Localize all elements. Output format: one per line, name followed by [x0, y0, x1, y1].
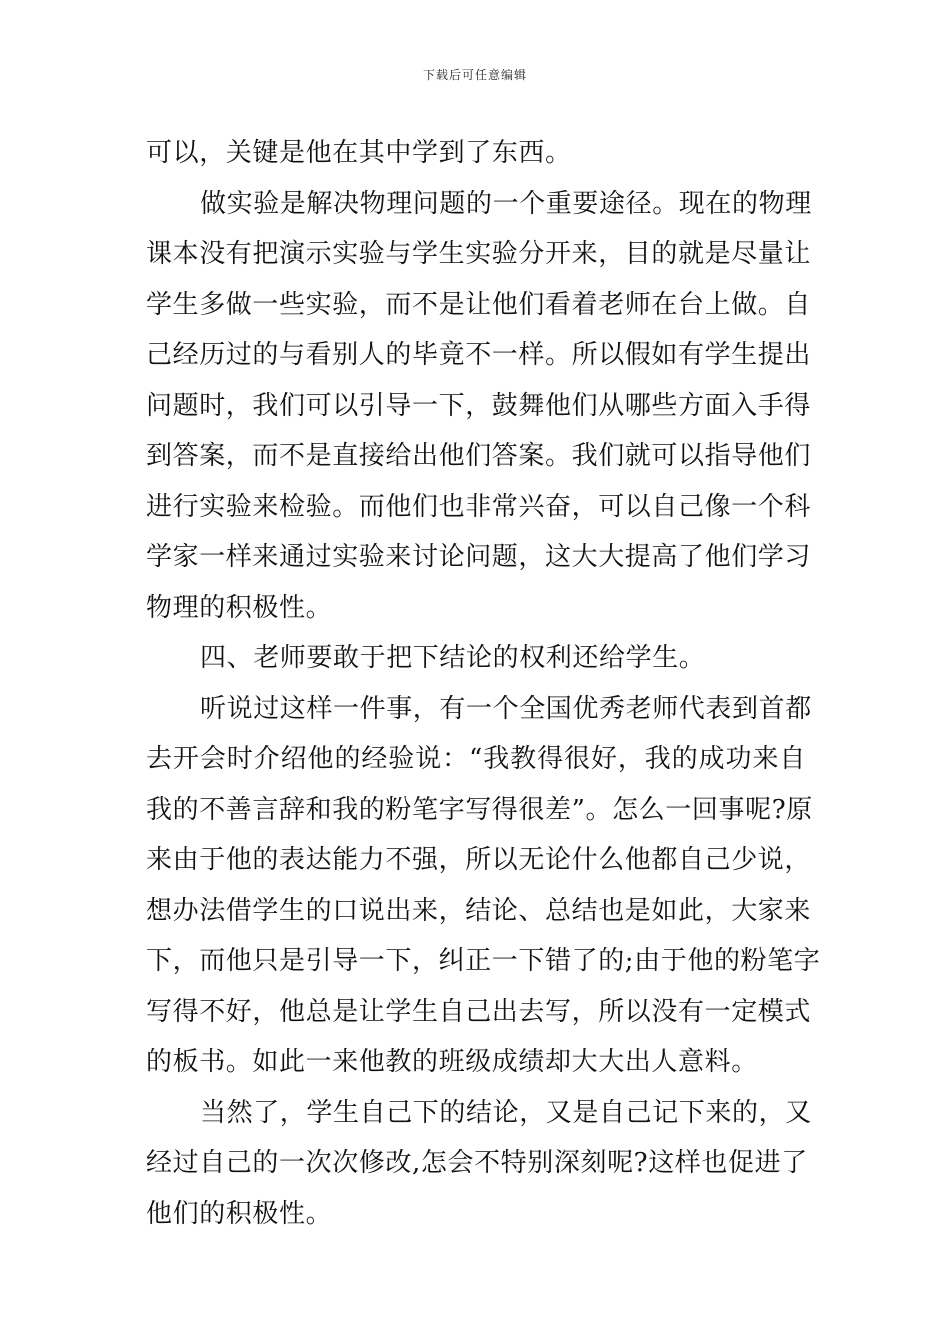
text-line: 己经历过的与看别人的毕竟不一样。所以假如有学生提出 [146, 340, 812, 370]
text-line: 课本没有把演示实验与学生实验分开来，目的就是尽量让 [146, 239, 812, 269]
text-line: 来由于他的表达能力不强，所以无论什么他都自己少说， [146, 845, 812, 875]
text-line: 可以，关键是他在其中学到了东西。 [146, 138, 572, 168]
text-line: 学家一样来通过实验来讨论问题，这大大提高了他们学习 [146, 542, 812, 572]
text-line: 写得不好，他总是让学生自己出去写，所以没有一定模式 [146, 996, 812, 1027]
text-line: 的板书。如此一来他教的班级成绩却大大出人意料。 [146, 1047, 758, 1077]
text-line: 想办法借学生的口说出来，结论、总结也是如此，大家来 [146, 895, 812, 926]
header-note: 下载后可任意编辑 [422, 68, 527, 82]
text-line: 进行实验来检验。而他们也非常兴奋，可以自己像一个科 [146, 491, 812, 522]
body-text [146, 128, 821, 1239]
text-line: 我的不善言辞和我的粉笔字写得很差”。怎么一回事呢?原 [146, 794, 813, 825]
text-line: 经过自己的一次次修改,怎会不特别深刻呢?这样也促进了 [146, 1148, 808, 1178]
paragraph-start-line: 做实验是解决物理问题的一个重要途径。现在的物理 [200, 188, 812, 219]
text-line: 到答案，而不是直接给出他们答案。我们就可以指导他们 [146, 441, 812, 471]
text-line: 物理的积极性。 [146, 592, 333, 623]
text-line: 下，而他只是引导一下，纠正一下错了的;由于他的粉笔字 [146, 946, 821, 976]
section-heading: 四、老师要敢于把下结论的权利还给学生。 [200, 643, 706, 673]
text-line: 他们的积极性。 [146, 1198, 333, 1229]
text-line: 问题时，我们可以引导一下，鼓舞他们从哪些方面入手得 [146, 390, 812, 421]
text-line: 学生多做一些实验，而不是让他们看着老师在台上做。自 [146, 289, 812, 320]
paragraph-start-line: 听说过这样一件事，有一个全国优秀老师代表到首都 [200, 693, 812, 724]
text-line: 去开会时介绍他的经验说：“我教得很好，我的成功来自 [146, 744, 806, 774]
paragraph-start-line: 当然了，学生自己下的结论，又是自己记下来的，又 [200, 1097, 812, 1128]
